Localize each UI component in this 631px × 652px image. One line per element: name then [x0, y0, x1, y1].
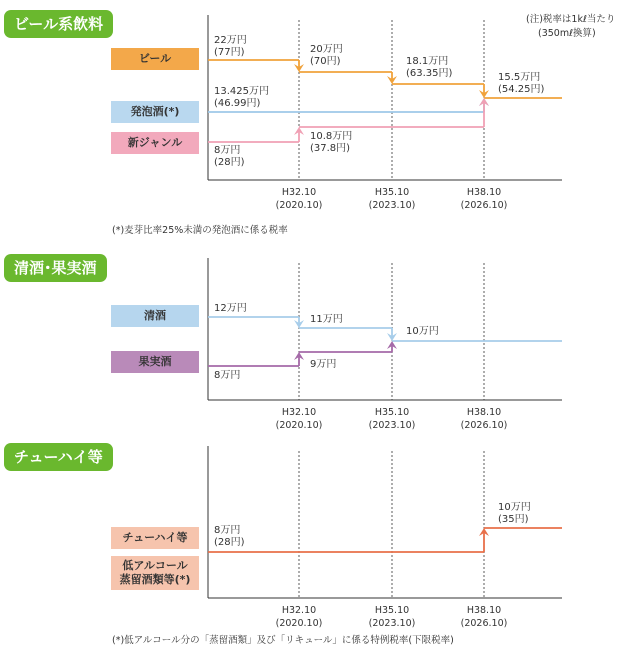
panel-0-series-2-label-0-0: 8万円 — [214, 145, 241, 156]
legend-beer: ビール — [111, 48, 199, 70]
panel-0-tick-ad-1: (2023.10) — [368, 200, 416, 211]
panel-0-series-0-label-2-1: (63.35円) — [406, 68, 453, 79]
panel-0-series-1-label-0-1: (46.99円) — [214, 98, 261, 109]
legend-new-genre: 新ジャンル — [111, 132, 199, 154]
panel-0-tick-era-0: H32.10 — [281, 187, 317, 198]
panel-0-tick-era-2: H38.10 — [466, 187, 502, 198]
panel-2-series-0-label-1-1: (35円) — [498, 514, 529, 525]
footnote-chuhai: (*)低アルコール分の「蒸留酒類」及び「リキュール」に係る特例税率(下限税率) — [112, 635, 454, 646]
panel-1-tick-ad-2: (2026.10) — [460, 420, 508, 431]
panel-1-series-0-label-0-0: 12万円 — [214, 303, 247, 314]
section-title-chuhai: チューハイ等 — [4, 443, 113, 471]
panel-2-series-0-label-0-1: (28円) — [214, 537, 245, 548]
panel-0-series-0-label-2-0: 18.1万円 — [406, 56, 449, 67]
panel-2-tick-ad-1: (2023.10) — [368, 618, 416, 629]
panel-0-series-2-label-1-1: (37.8円) — [310, 143, 351, 154]
panel-1-tick-era-2: H38.10 — [466, 407, 502, 418]
panel-0-series-0-label-3-0: 15.5万円 — [498, 72, 541, 83]
panel-1-tick-ad-0: (2020.10) — [275, 420, 323, 431]
panel-1-series-0-label-1-0: 11万円 — [310, 314, 343, 325]
panel-0-series-1-label-0-0: 13.425万円 — [214, 86, 269, 97]
panel-2-series-0-label-0-0: 8万円 — [214, 525, 241, 536]
panel-1-tick-era-0: H32.10 — [281, 407, 317, 418]
panel-1-series-1-label-1-0: 9万円 — [310, 359, 337, 370]
panel-1-tick-era-1: H35.10 — [374, 407, 410, 418]
section-title-beer: ビール系飲料 — [4, 10, 113, 38]
section-title-sake: 清酒･果実酒 — [4, 254, 107, 282]
panel-2-tick-era-0: H32.10 — [281, 605, 317, 616]
unit-note-line2: (350mℓ換算) — [538, 28, 596, 39]
panel-0-tick-ad-2: (2026.10) — [460, 200, 508, 211]
footnote-beer: (*)麦芽比率25%未満の発泡酒に係る税率 — [112, 225, 288, 236]
panel-1-tick-ad-1: (2023.10) — [368, 420, 416, 431]
legend-happoshu: 発泡酒(*) — [111, 101, 199, 123]
panel-0-tick-era-1: H35.10 — [374, 187, 410, 198]
panel-2-series-0-label-1-0: 10万円 — [498, 502, 531, 513]
panel-0-series-0-label-1-1: (70円) — [310, 56, 341, 67]
legend-low-alcohol: 低アルコール蒸留酒類等(*) — [111, 556, 199, 590]
panel-2-tick-ad-2: (2026.10) — [460, 618, 508, 629]
panel-2-tick-era-2: H38.10 — [466, 605, 502, 616]
panel-1-series-1-label-0-0: 8万円 — [214, 370, 241, 381]
panel-2-tick-ad-0: (2020.10) — [275, 618, 323, 629]
legend-chuhai: チューハイ等 — [111, 527, 199, 549]
panel-2-tick-era-1: H35.10 — [374, 605, 410, 616]
panel-0-series-0-label-0-0: 22万円 — [214, 35, 247, 46]
panel-1-series-0-label-2-0: 10万円 — [406, 326, 439, 337]
panel-0-series-2-label-0-1: (28円) — [214, 157, 245, 168]
panel-0-series-0-label-1-0: 20万円 — [310, 44, 343, 55]
panel-0-series-0-label-3-1: (54.25円) — [498, 84, 545, 95]
panel-0-series-0-label-0-1: (77円) — [214, 47, 245, 58]
legend-seishu: 清酒 — [111, 305, 199, 327]
panel-0-series-2-label-1-0: 10.8万円 — [310, 131, 353, 142]
panel-0-tick-ad-0: (2020.10) — [275, 200, 323, 211]
unit-note-line1: (注)税率は1kℓ当たり — [526, 14, 616, 25]
legend-kajitsushu: 果実酒 — [111, 351, 199, 373]
